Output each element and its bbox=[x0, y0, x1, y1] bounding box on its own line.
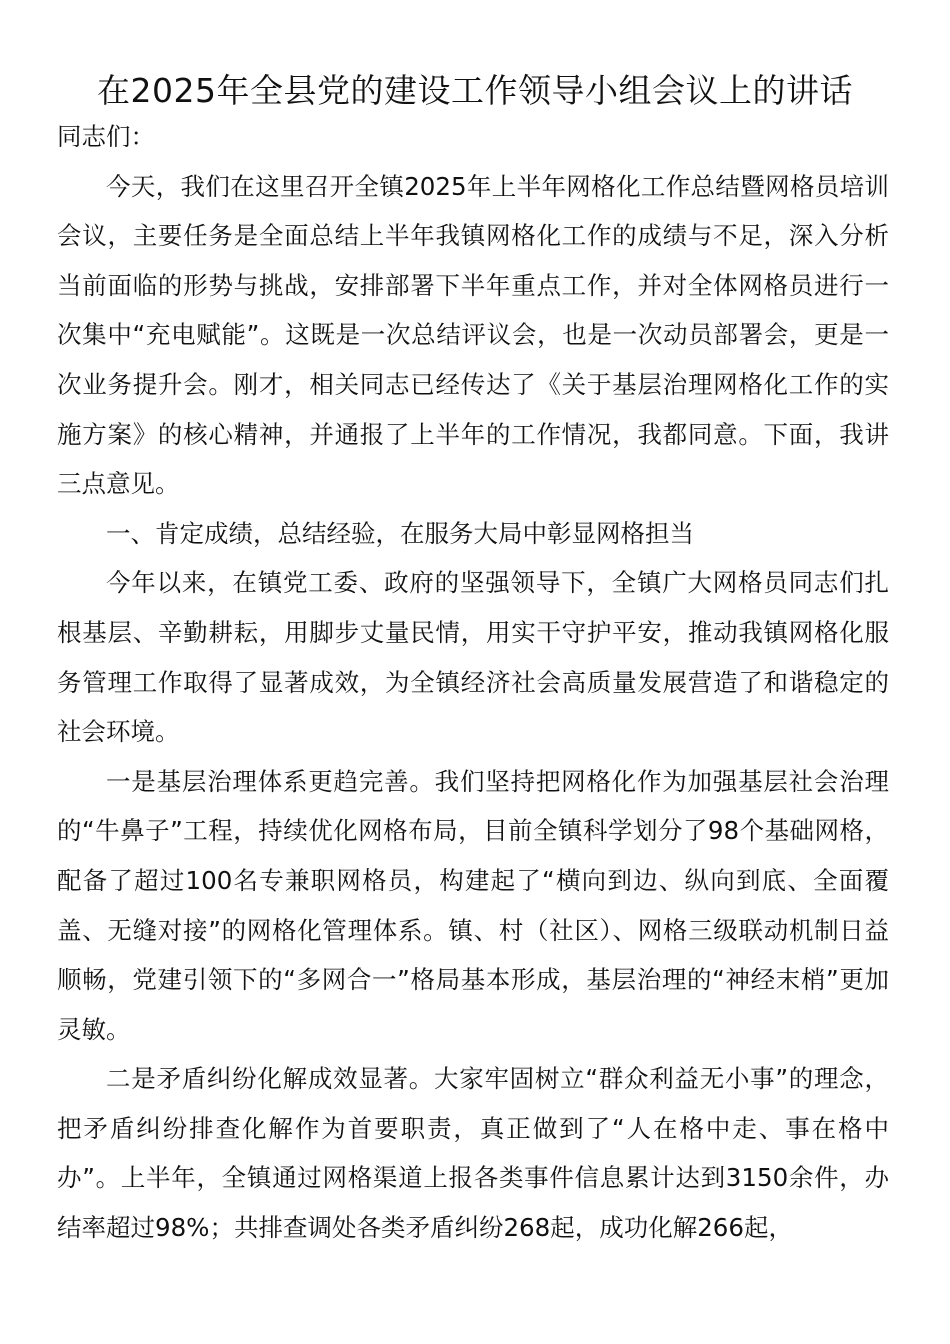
paragraph-opening: 今天，我们在这里召开全镇2025年上半年网格化工作总结暨网格员培训会议，主要任务是全面总结上半年我镇网格化工作的成绩与不足，深入分析当前面临的形势与挑战，安排部署下半年重点工作，并对全体网格员进行一次集中“充电赋能”。这既是一次总结评议会，也是一次动员部署会，更是一次业务提升会。刚才，相关同志已经传达了《关于基层治理网格化工作的实施方案》的核心精神，并通报了上半年的工作情况，我都同意。下面，我讲三点意见。 bbox=[57, 171, 889, 499]
salutation: 同志们： bbox=[57, 122, 155, 151]
section-heading-1: 一、肯定成绩，总结经验，在服务大局中彰显网格担当 bbox=[106, 518, 694, 548]
paragraph-point-1: 一是基层治理体系更趋完善。我们坚持把网格化作为加强基层社会治理的“牛鼻子”工程，持续优化网格布局，目前全镇科学划分了98个基础网格，配备了超过100名专兼职网格员，构建起了“横向到边、纵向到底、全面覆盖、无缝对接”的网格化管理体系。镇、村（社区）、网格三级联动机制日益顺畅，党建引领下的“多网合一”格局基本形成，基层治理的“神经末梢”更加灵敏。 bbox=[57, 766, 889, 1044]
paragraph-point-2: 二是矛盾纠纷化解成效显著。大家牢固树立“群众利益无小事”的理念，把矛盾纠纷排查化解作为首要职责，真正做到了“人在格中走、事在格中办”。上半年，全镇通过网格渠道上报各类事件信息累计达到3150余件，办结率超过98%；共排查调处各类矛盾纠纷268起，成功化解266起， bbox=[57, 1064, 889, 1243]
document-title: 在2025年全县党的建设工作领导小组会议上的讲话 bbox=[97, 71, 853, 110]
document-body bbox=[57, 112, 889, 1253]
paragraph-achievements: 今年以来，在镇党工委、政府的坚强领导下，全镇广大网格员同志们扎根基层、辛勤耕耘，用脚步丈量民情，用实干守护平安，推动我镇网格化服务管理工作取得了显著成效，为全镇经济社会高质量发展营造了和谐稳定的社会环境。 bbox=[57, 568, 889, 747]
